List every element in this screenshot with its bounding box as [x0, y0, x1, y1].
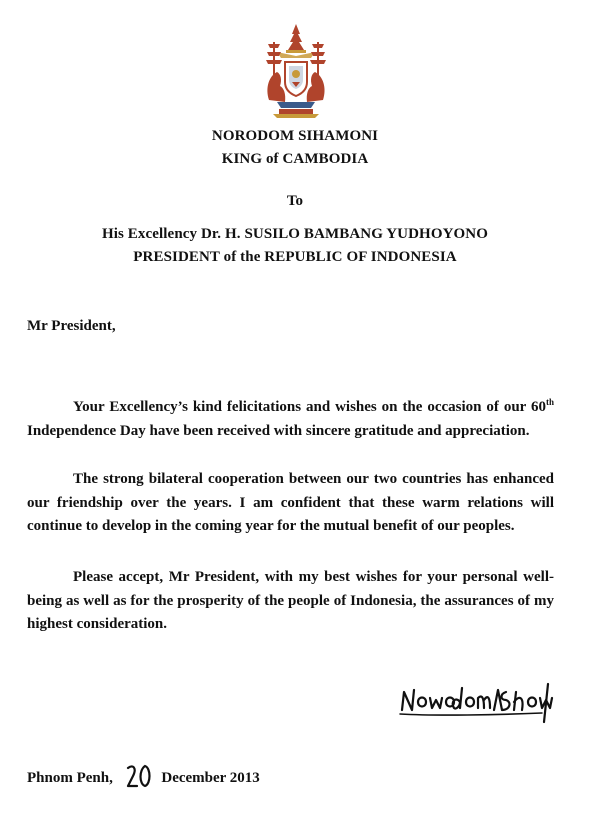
recipient-title: PRESIDENT of the REPUBLIC OF INDONESIA [133, 249, 457, 265]
handwritten-day-icon [125, 762, 155, 790]
sender-name: NORODOM SIHAMONI [211, 128, 379, 144]
place: Phnom Penh, [27, 770, 113, 786]
recipient-name: His Excellency Dr. H. SUSILO BAMBANG YUDHOYONO [101, 226, 488, 242]
royal-arms-of-cambodia-icon [259, 22, 333, 120]
closing-line [27, 762, 260, 790]
paragraph-1-text-b: Independence Day have been received with sincere gratitude and appreciation. [27, 422, 530, 439]
salutation: Mr President, [27, 318, 116, 334]
body-paragraph-1 [27, 396, 554, 443]
handwritten-signature-icon [396, 680, 556, 725]
month-year: December 2013 [161, 770, 260, 786]
to-label: To [286, 193, 304, 209]
body-paragraph-3: Please accept, Mr President, with my best wishes for your personal well-being as well as for the prosperity of the people of Indonesia, the assurances of my highest consideration. [27, 569, 554, 632]
ordinal-suffix: th [545, 397, 554, 407]
sender-title: KING of CAMBODIA [221, 151, 369, 167]
paragraph-1-text-a: Your Excellency’s kind felicitations and wishes on the occasion of our 60 [73, 399, 546, 415]
body-paragraph-2: The strong bilateral cooperation between our two countries has enhanced our friendship over the years. I am confident that these warm relations will continue to develop in the coming year for the mutual benefit of our peoples. [27, 471, 554, 534]
